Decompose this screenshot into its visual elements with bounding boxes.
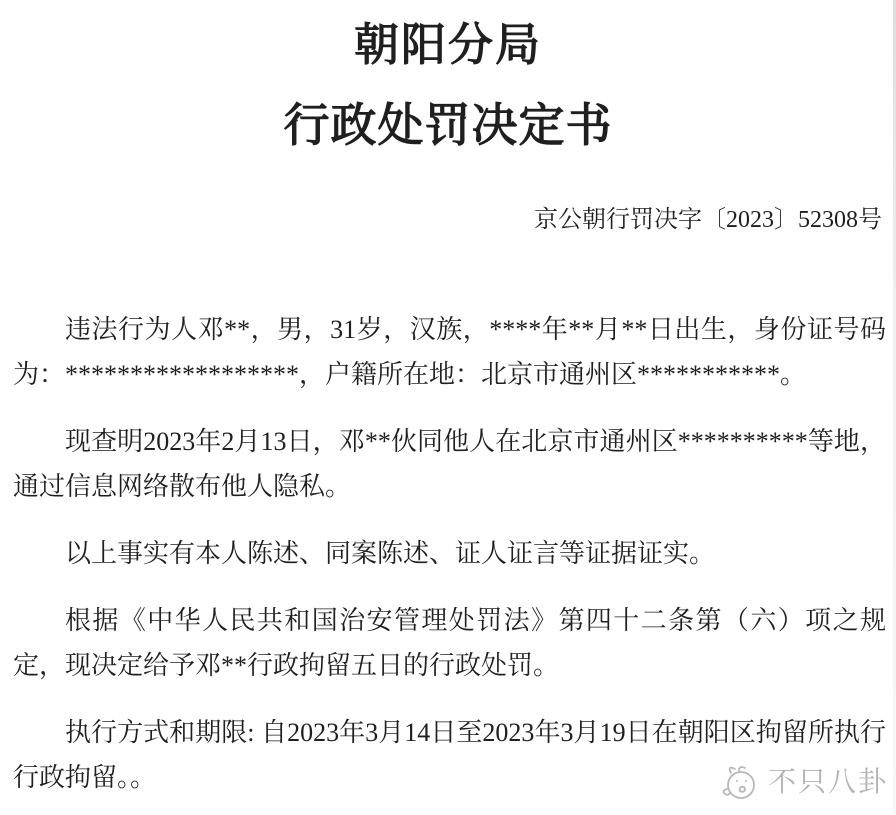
watermark-label: 不只八卦 [767, 767, 888, 798]
gossip-face-icon [717, 763, 763, 803]
document-number: 京公朝行罚决字〔2023〕52308号 [534, 207, 882, 234]
document-paragraph: 以上事实有本人陈述、同案陈述、证人证言等证据证实。 [65, 539, 716, 569]
document-paragraph: 执行方式和期限: 自2023年3月14日至2023年3月19日在朝阳区拘留所执行行政拘留。。 [13, 718, 886, 793]
document-title: 行政处罚决定书 [283, 100, 613, 151]
document-paragraph: 现查明2023年2月13日，邓**伙同他人在北京市通州区**********等地，通过信息网络散布他人隐私。 [13, 427, 886, 502]
watermark [717, 763, 888, 803]
document-paragraph: 违法行为人邓**，男，31岁，汉族，****年**月**日出生，身份证号码为：******************，户籍所在地：北京市通州区***********。 [13, 315, 886, 390]
document-paragraph: 根据《中华人民共和国治安管理处罚法》第四十二条第（六）项之规定，现决定给予邓**行政拘留五日的行政处罚。 [13, 606, 886, 681]
document-body [13, 307, 886, 800]
agency-title: 朝阳分局 [353, 20, 542, 70]
